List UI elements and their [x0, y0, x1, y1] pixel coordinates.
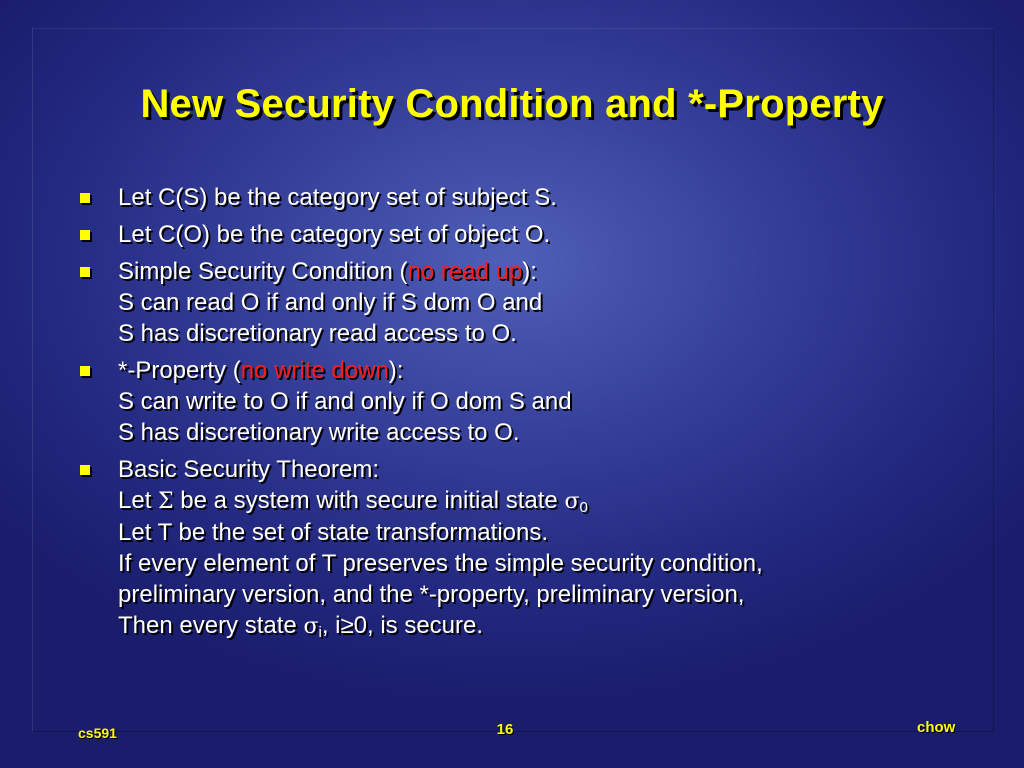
bullet-subline: If every element of T preserves the simple security condition, [118, 550, 763, 577]
bullet-item [0, 454, 1024, 642]
bullet-item [0, 355, 1024, 448]
bullet-list [0, 182, 1024, 648]
bullet-item [0, 182, 1024, 213]
bullet-subline: S can write to O if and only if O dom S and [118, 388, 572, 415]
highlight-no-write-down: no write down [240, 357, 389, 384]
bullet-heading-prefix: Simple Security Condition ( [118, 258, 408, 285]
bullet-subline: S has discretionary read access to O. [118, 320, 517, 347]
bullet-subline: S can read O if and only if S dom O and [118, 289, 543, 316]
sigma-capital-symbol: Σ [158, 489, 174, 514]
bullet-text: Let C(O) be the category set of object O. [118, 221, 551, 248]
bullet-subline [118, 610, 1024, 642]
bullet-subline: Let T be the set of state transformations. [118, 519, 549, 546]
bullet-square-icon [80, 230, 90, 240]
sigma-symbol: σ [564, 489, 580, 514]
bullet-heading-suffix: ): [522, 258, 537, 285]
bullet-square-icon [80, 267, 90, 277]
bullet-subline [118, 485, 1024, 517]
subscript: 0 [579, 499, 588, 516]
bullet-heading-prefix: *-Property ( [118, 357, 241, 384]
bullet-subline: S has discretionary write access to O. [118, 419, 520, 446]
subline-text: Then every state [118, 612, 304, 639]
bullet-square-icon [80, 366, 90, 376]
footer-author: chow [917, 719, 956, 736]
highlight-no-read-up: no read up [407, 258, 523, 285]
bullet-heading [118, 355, 1024, 386]
bullet-heading: Basic Security Theorem: [118, 456, 379, 483]
bullet-heading [118, 256, 1024, 287]
subline-text: Let [118, 487, 159, 514]
bullet-square-icon [80, 465, 90, 475]
footer-course: cs591 [78, 725, 117, 741]
bullet-subline: preliminary version, and the *-property, preliminary version, [118, 581, 745, 608]
slide-title: New Security Condition and *-Property [140, 82, 884, 126]
subscript: i [318, 624, 322, 641]
bullet-item [0, 219, 1024, 250]
bullet-text: Let C(S) be the category set of subject S. [118, 184, 557, 211]
subline-text: , i≥0, is secure. [321, 612, 484, 639]
subline-text: be a system with secure initial state [173, 487, 565, 514]
sigma-symbol: σ [303, 614, 319, 639]
bullet-item [0, 256, 1024, 349]
footer-page-number: 16 [496, 721, 514, 738]
bullet-square-icon [80, 193, 90, 203]
bullet-heading-suffix: ): [388, 357, 404, 384]
